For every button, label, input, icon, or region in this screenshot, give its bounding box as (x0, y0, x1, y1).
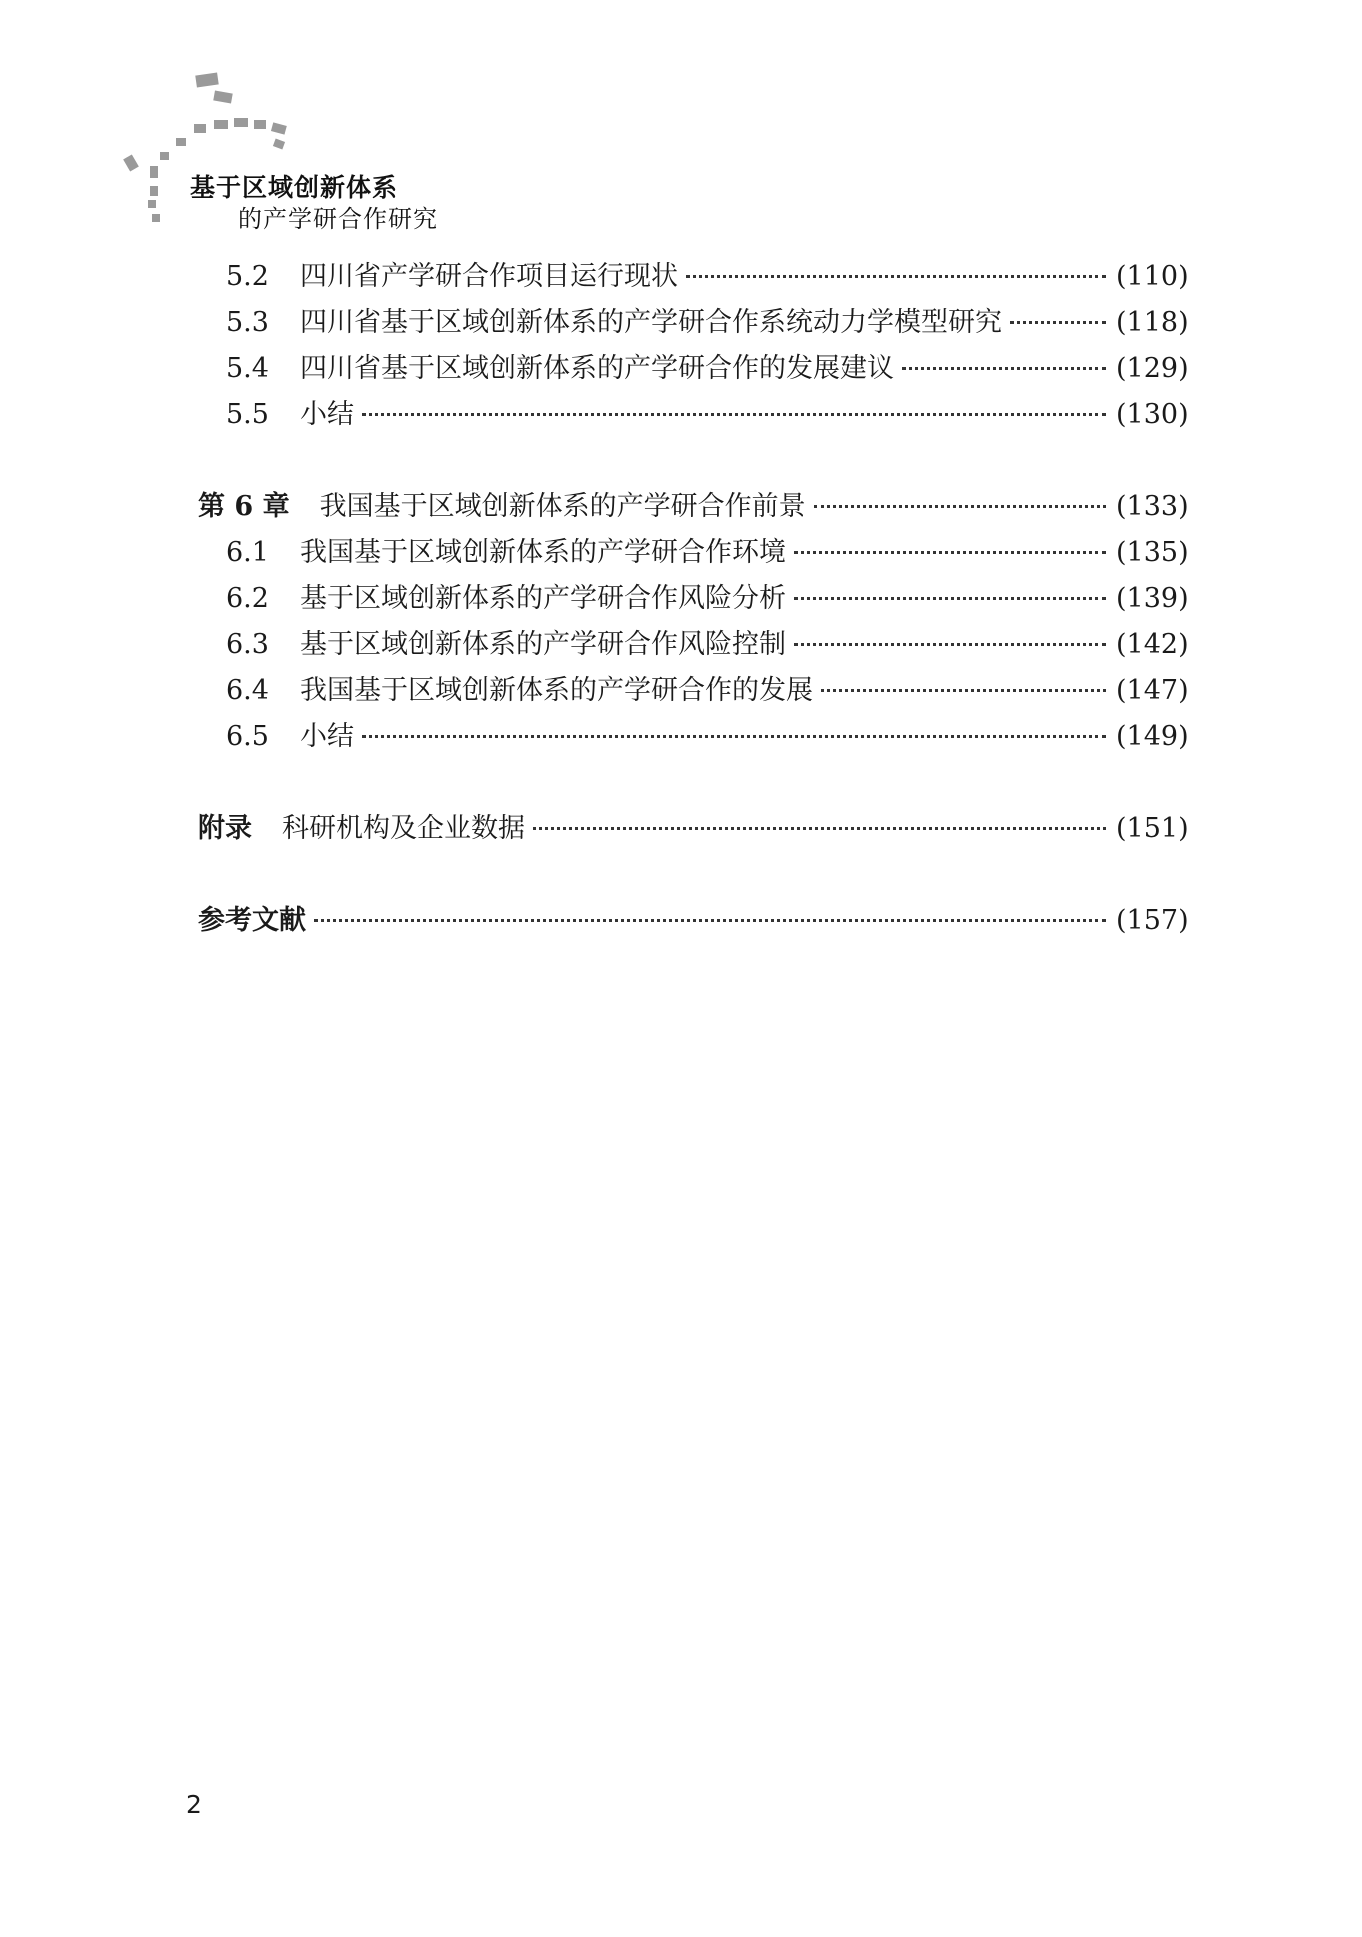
toc-entry-5-5[interactable] (198, 392, 1189, 438)
toc-entry-title: 四川省基于区域创新体系的产学研合作系统动力学模型研究 (300, 307, 1002, 338)
toc-entry-page: (130) (1116, 399, 1189, 430)
toc-entry-number: 6.4 (226, 675, 269, 706)
toc-entry-page: (142) (1116, 629, 1189, 660)
toc-entry-page: (129) (1116, 353, 1189, 384)
spacer (198, 438, 1186, 484)
spacer (198, 852, 1186, 898)
toc-appendix[interactable] (198, 806, 1189, 852)
leader-dots (814, 505, 1106, 508)
spacer (198, 760, 1186, 806)
leader-dots (1010, 321, 1106, 324)
leader-dots (362, 413, 1106, 416)
toc-entry-number: 5.3 (226, 307, 269, 338)
table-of-contents (198, 254, 1189, 944)
leader-dots (821, 689, 1106, 692)
leader-dots (794, 597, 1106, 600)
leader-dots (794, 643, 1106, 646)
toc-entry-page: (133) (1116, 491, 1189, 522)
toc-entry-6-1[interactable] (198, 530, 1189, 576)
appendix-label: 附录 (198, 813, 252, 844)
toc-entry-5-3[interactable] (198, 300, 1189, 346)
toc-entry-number: 6.3 (226, 629, 269, 660)
leader-dots (902, 367, 1106, 370)
chapter-title: 我国基于区域创新体系的产学研合作前景 (319, 491, 806, 522)
toc-entry-page: (110) (1116, 261, 1189, 292)
leader-dots (686, 275, 1106, 278)
leader-dots (794, 551, 1106, 554)
header-subtitle: 的产学研合作研究 (238, 205, 438, 233)
toc-references[interactable] (198, 898, 1189, 944)
toc-entry-6-2[interactable] (198, 576, 1189, 622)
toc-entry-title: 我国基于区域创新体系的产学研合作的发展 (300, 675, 813, 706)
page-number: 2 (186, 1790, 202, 1819)
toc-entry-title: 四川省基于区域创新体系的产学研合作的发展建议 (300, 353, 894, 384)
toc-entry-6-4[interactable] (198, 668, 1189, 714)
toc-entry-title: 小结 (300, 721, 354, 752)
toc-entry-number: 6.1 (226, 537, 269, 568)
chapter-label: 第 6 章 (198, 491, 290, 522)
toc-entry-number: 6.2 (226, 583, 269, 614)
toc-entry-number: 5.4 (226, 353, 269, 384)
toc-entry-page: (157) (1116, 905, 1189, 936)
toc-entry-page: (118) (1116, 307, 1189, 338)
toc-entry-title: 小结 (300, 399, 354, 430)
toc-entry-title: 四川省产学研合作项目运行现状 (300, 261, 678, 292)
toc-chapter-6[interactable] (198, 484, 1189, 530)
header-title: 基于区域创新体系 (190, 173, 399, 202)
leader-dots (362, 735, 1106, 738)
toc-entry-number: 6.5 (226, 721, 269, 752)
toc-entry-number: 5.5 (226, 399, 269, 430)
toc-entry-title: 我国基于区域创新体系的产学研合作环境 (300, 537, 786, 568)
leader-dots (314, 919, 1106, 922)
toc-entry-number: 5.2 (226, 261, 269, 292)
leader-dots (533, 827, 1106, 830)
toc-entry-6-5[interactable] (198, 714, 1189, 760)
toc-entry-title: 基于区域创新体系的产学研合作风险控制 (300, 629, 786, 660)
appendix-title: 科研机构及企业数据 (282, 813, 525, 844)
toc-entry-page: (139) (1116, 583, 1189, 614)
toc-entry-title: 基于区域创新体系的产学研合作风险分析 (300, 583, 786, 614)
toc-entry-5-4[interactable] (198, 346, 1189, 392)
toc-entry-page: (149) (1116, 721, 1189, 752)
toc-entry-6-3[interactable] (198, 622, 1189, 668)
toc-entry-5-2[interactable] (198, 254, 1189, 300)
toc-entry-page: (135) (1116, 537, 1189, 568)
toc-entry-page: (147) (1116, 675, 1189, 706)
toc-entry-page: (151) (1116, 813, 1189, 844)
references-label: 参考文献 (198, 905, 306, 936)
